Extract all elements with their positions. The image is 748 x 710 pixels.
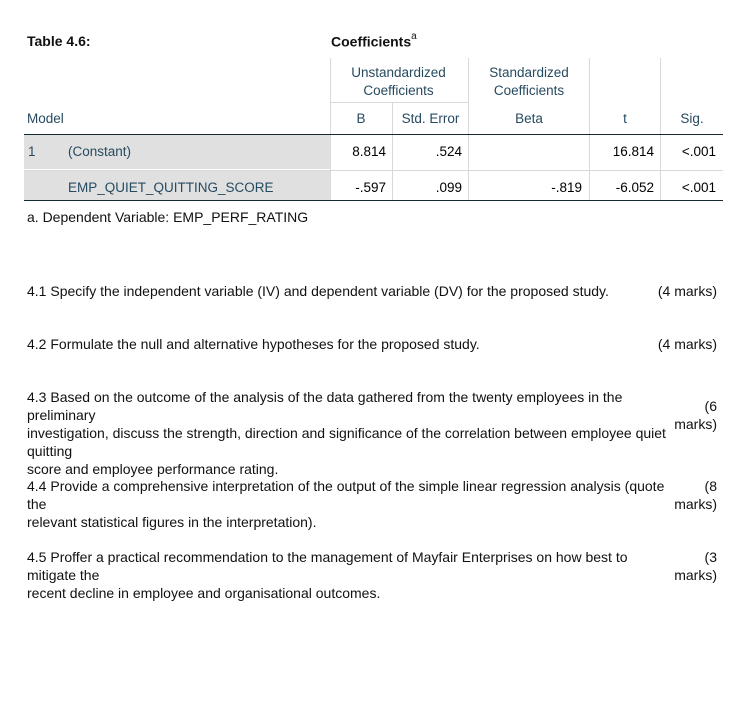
cell-std-error: .524 [435,144,462,159]
question-4-1 [27,282,667,300]
header-subdivider [331,102,468,103]
standardized-header-line2: Coefficients [493,83,565,98]
cell-beta: -.819 [551,180,582,195]
question-4-5-marks [647,548,717,584]
question-4-2 [27,335,667,353]
col-header-sig: Sig. [680,111,704,126]
standardized-header-line1: Standardized [489,65,569,80]
col-header-t: t [623,111,627,126]
unstandardized-header-line1: Unstandardized [351,65,446,80]
question-line: 4.5 Proffer a practical recommendation to the management of Mayfair Enterprises on how best to mitigate the [27,549,628,583]
unstandardized-header-line2: Coefficients [363,83,434,98]
question-line: recent decline in employee and organisational outcomes. [27,585,381,601]
question-line: 4.3 Based on the outcome of the analysis of the data gathered from the twenty employees in the preliminary [27,389,623,423]
cell-sig: <.001 [681,144,716,159]
question-line: 4.2 Formulate the null and alternative hypotheses for the proposed study. [27,336,480,352]
question-line: score and employee performance rating. [27,461,279,477]
question-line: 4.4 Provide a comprehensive interpretation of the output of the simple linear regression analysis (quote the [27,478,665,512]
marks-line: (3 [704,549,717,565]
marks-line: (4 marks) [657,283,717,299]
marks-line: marks) [674,567,717,583]
marks-line: (6 [704,398,717,414]
cell-std-error: .099 [435,180,462,195]
question-4-4-marks [647,477,717,513]
table-label: Table 4.6: [27,33,91,49]
question-4-1-marks [647,282,717,300]
table-row-label: (Constant) [68,144,132,159]
question-4-5 [27,548,667,602]
unstandardized-header [332,64,465,100]
cell-sig: <.001 [681,180,716,195]
question-4-3 [27,388,667,478]
row-separator [24,170,723,171]
col-header-beta: Beta [515,111,543,126]
cell-t: 16.814 [612,144,654,159]
table-row-model-number: 1 [28,144,36,159]
standardized-header [470,64,588,100]
table-title [331,33,417,50]
table-title-footnote-marker: a [411,31,417,42]
question-line: relevant statistical figures in the interpretation). [27,514,317,530]
marks-line: (8 [704,478,717,494]
cell-t: -6.052 [615,180,654,195]
table-row-label: EMP_QUIET_QUITTING_SCORE [68,180,274,195]
marks-line: (4 marks) [657,336,717,352]
table-bottom-rule [24,200,723,201]
cell-b: 8.814 [352,144,386,159]
marks-line: marks) [674,496,717,512]
question-line: 4.1 Specify the independent variable (IV) and dependent variable (DV) for the proposed study. [27,283,609,299]
cell-b: -.597 [355,180,386,195]
table-title-text: Coefficients [331,33,412,50]
question-4-2-marks [647,335,717,353]
col-header-b: B [356,111,366,126]
question-line: investigation, discuss the strength, direction and significance of the correlation between employee quiet quitting [27,425,666,459]
marks-line: marks) [674,416,717,432]
table-footnote: a. Dependent Variable: EMP_PERF_RATING [27,209,309,225]
col-header-std-error: Std. Error [401,111,460,126]
question-4-4 [27,477,667,531]
question-4-3-marks [647,397,717,433]
col-header-model: Model [27,111,64,126]
